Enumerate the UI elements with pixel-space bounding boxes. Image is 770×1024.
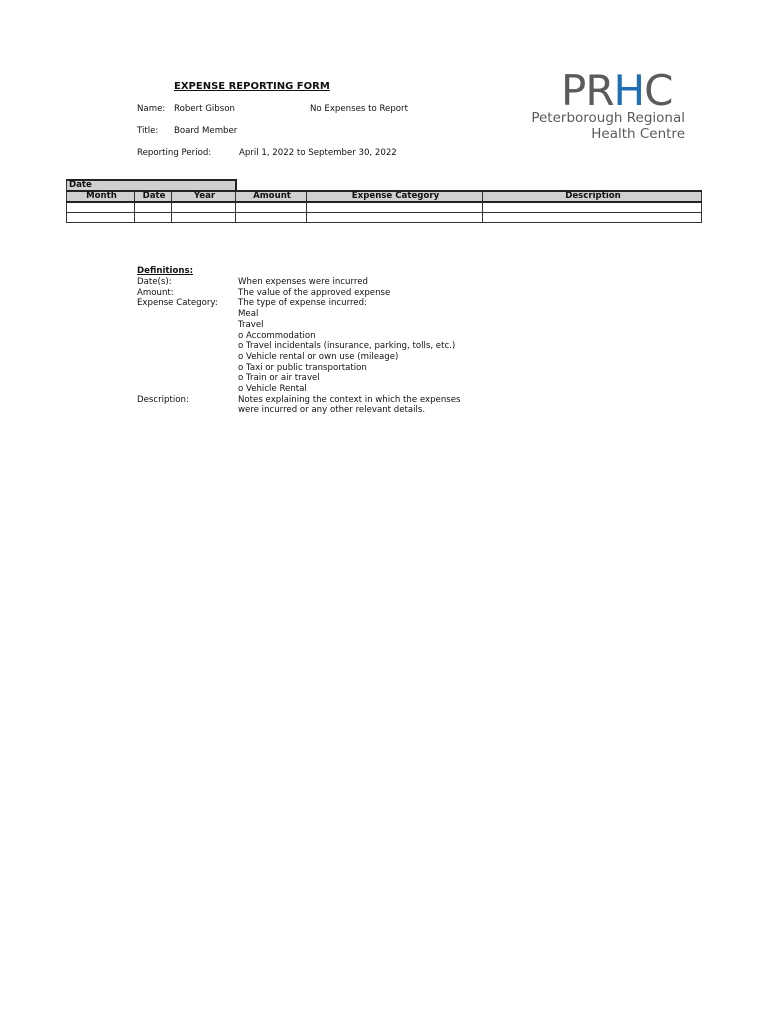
definition-text: Meal	[238, 309, 259, 320]
cell-year[interactable]	[172, 202, 236, 213]
col-year: Year	[172, 191, 236, 202]
definition-text: o Taxi or public transportation	[238, 362, 367, 373]
prhc-logo	[527, 66, 687, 142]
name-value: Robert Gibson	[174, 104, 235, 114]
definitions-heading: Definitions:	[137, 266, 194, 276]
definition-item	[137, 277, 461, 288]
period-value: April 1, 2022 to September 30, 2022	[239, 148, 397, 158]
expense-table	[66, 179, 702, 223]
definition-term	[137, 352, 238, 363]
definition-term	[137, 363, 238, 374]
period-label: Reporting Period:	[137, 148, 212, 158]
definition-term	[137, 405, 238, 416]
definition-text: The value of the approved expense	[238, 287, 391, 298]
cell-month[interactable]	[67, 213, 135, 223]
definition-text: were incurred or any other relevant details.	[238, 405, 426, 416]
logo-suffix: C	[644, 66, 673, 115]
definition-item	[137, 320, 461, 331]
name-label: Name:	[137, 104, 166, 114]
logo-accent-letter: H	[613, 66, 645, 115]
cell-year[interactable]	[172, 213, 236, 223]
definition-term	[137, 309, 238, 320]
definition-term	[137, 341, 238, 352]
definition-item	[137, 405, 461, 416]
definition-term	[137, 320, 238, 331]
date-group-header: Date	[67, 180, 236, 191]
definition-text: Travel	[238, 319, 264, 330]
definition-term	[137, 331, 238, 342]
col-date: Date	[135, 191, 172, 202]
definition-item	[137, 298, 461, 309]
definition-item	[137, 384, 461, 395]
col-amount: Amount	[236, 191, 307, 202]
title-value: Board Member	[174, 126, 238, 136]
definition-item	[137, 395, 461, 406]
definition-text: o Train or air travel	[238, 373, 320, 384]
definition-item	[137, 373, 461, 384]
form-title: EXPENSE REPORTING FORM	[174, 81, 330, 92]
cell-expense-category[interactable]	[307, 202, 483, 213]
col-expense-category: Expense Category	[307, 191, 483, 202]
cell-date[interactable]	[135, 213, 172, 223]
definition-text: o Vehicle Rental	[238, 384, 307, 395]
cell-amount[interactable]	[236, 213, 307, 223]
table-row	[67, 213, 702, 223]
definition-text: Notes explaining the context in which the expenses	[238, 394, 461, 405]
logo-prefix: PR	[561, 66, 614, 115]
definition-item	[137, 288, 461, 299]
definition-item	[137, 352, 461, 363]
table-group-header-row	[67, 180, 702, 191]
cell-month[interactable]	[67, 202, 135, 213]
definition-text: o Vehicle rental or own use (mileage)	[238, 351, 399, 362]
definition-text: o Travel incidentals (insurance, parking, tolls, etc.)	[238, 341, 456, 352]
definition-term	[137, 384, 238, 395]
definition-term: Amount:	[137, 287, 174, 298]
definition-text: The type of expense incurred:	[238, 298, 367, 309]
cell-date[interactable]	[135, 202, 172, 213]
definition-text: o Accommodation	[238, 330, 316, 341]
logo-line-1: Peterborough Regional	[531, 110, 685, 126]
logo-mark	[561, 66, 672, 115]
definition-term	[137, 373, 238, 384]
definitions-list	[137, 277, 461, 416]
definition-item	[137, 331, 461, 342]
definition-term: Expense Category:	[137, 298, 218, 309]
cell-expense-category[interactable]	[307, 213, 483, 223]
definition-item	[137, 363, 461, 374]
logo-line-2: Health Centre	[591, 126, 685, 142]
definition-text: When expenses were incurred	[238, 277, 368, 287]
cell-amount[interactable]	[236, 202, 307, 213]
table-header-row	[67, 191, 702, 202]
definition-item	[137, 341, 461, 352]
col-description: Description	[483, 191, 702, 202]
col-month: Month	[67, 191, 135, 202]
cell-description[interactable]	[483, 202, 702, 213]
title-label: Title:	[137, 126, 159, 136]
definition-term: Description:	[137, 394, 189, 405]
definition-item	[137, 309, 461, 320]
table-row	[67, 202, 702, 213]
cell-description[interactable]	[483, 213, 702, 223]
no-expenses-note: No Expenses to Report	[310, 104, 408, 114]
definition-term: Date(s):	[137, 277, 172, 287]
